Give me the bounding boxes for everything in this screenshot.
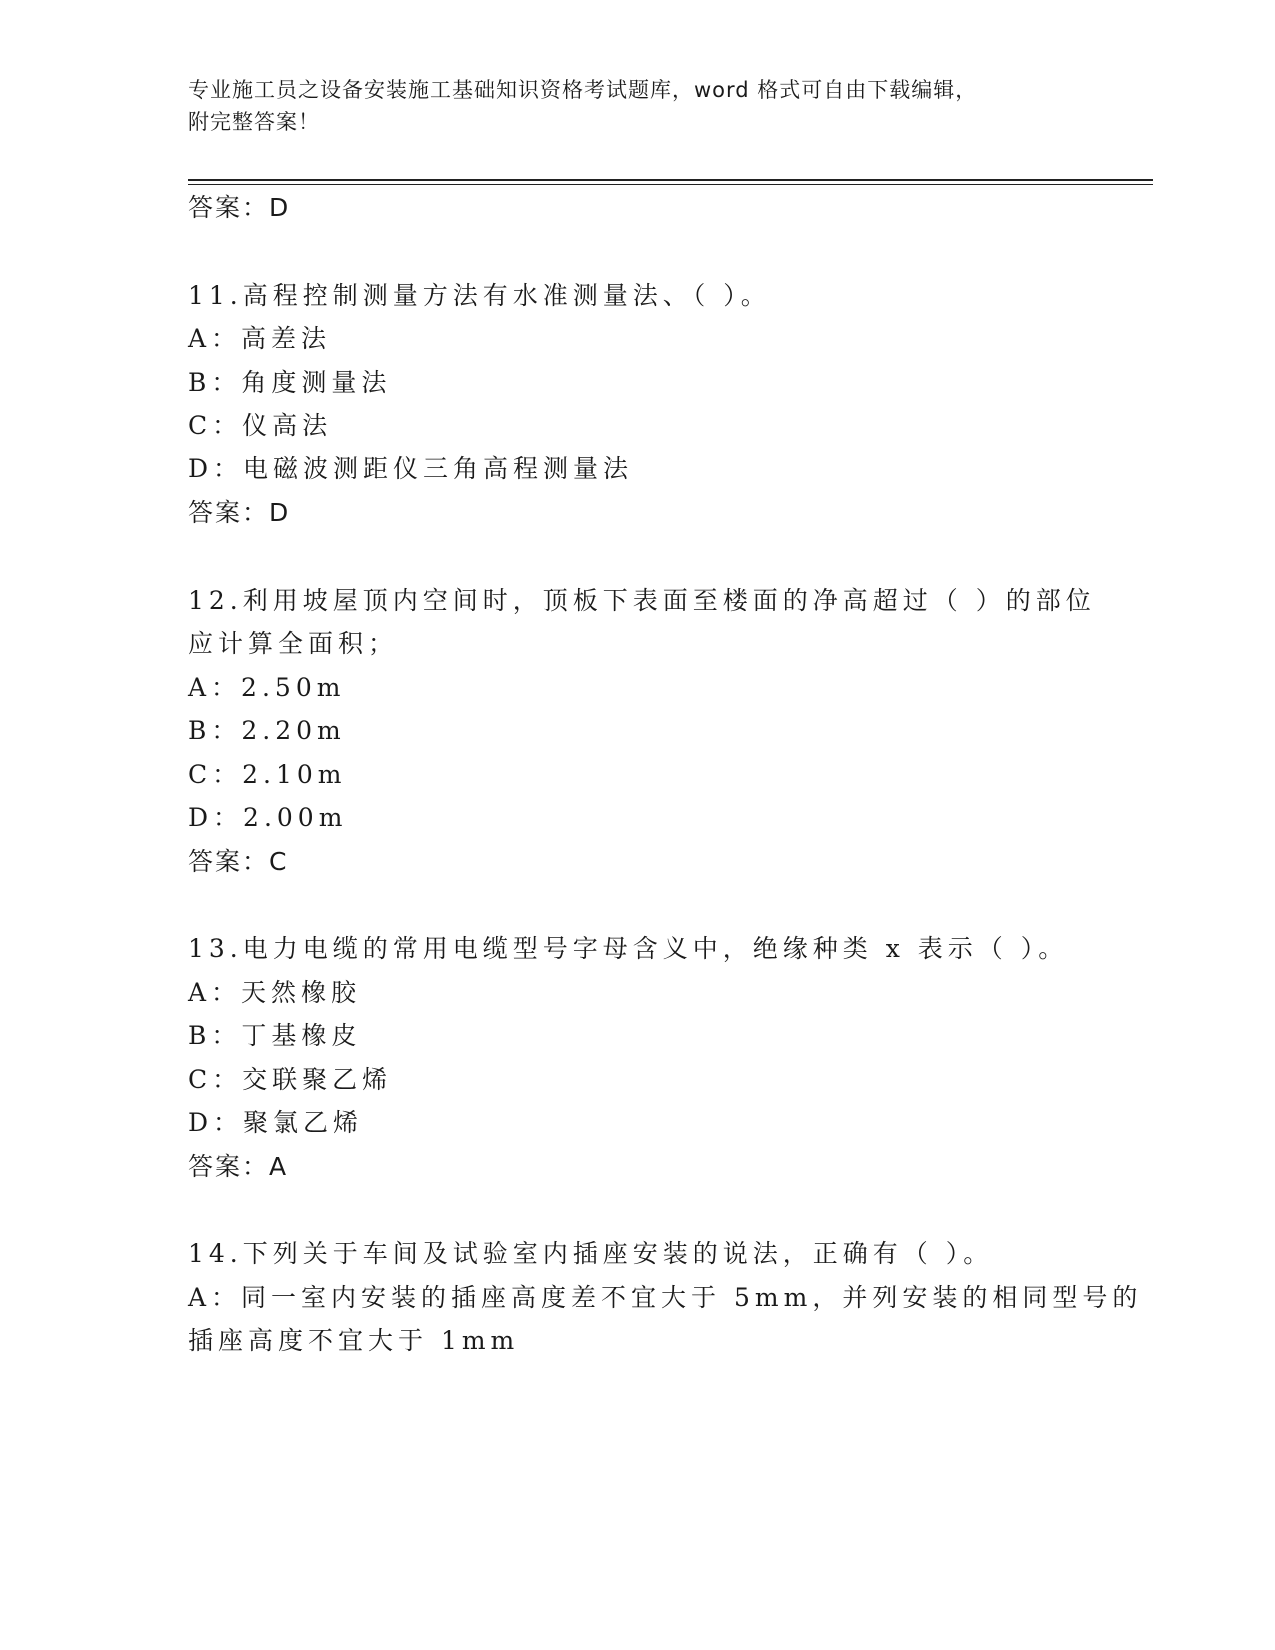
question-stem: 13.电力电缆的常用电缆型号字母含义中，绝缘种类 x 表示（ ）。	[188, 934, 1069, 963]
option-a: A：2.50m	[188, 673, 346, 702]
document-header	[188, 74, 1088, 138]
option-c: C：仪高法	[188, 411, 333, 440]
option-b: B：丁基橡皮	[188, 1021, 362, 1050]
question-stem-continued: 应计算全面积；	[188, 629, 399, 658]
option-b: B：2.20m	[188, 716, 346, 745]
question-stem: 11.高程控制测量方法有水准测量法、（ ）。	[188, 281, 771, 310]
option-c: C：2.10m	[188, 760, 347, 789]
option-d: D：聚氯乙烯	[188, 1108, 364, 1137]
header-line-1: 专业施工员之设备安装施工基础知识资格考试题库，word 格式可自由下载编辑，	[188, 78, 978, 102]
option-a: A：高差法	[188, 324, 332, 353]
option-b: B：角度测量法	[188, 368, 392, 397]
option-d: D：2.00m	[188, 803, 348, 832]
answer-label: 答案：A	[188, 1152, 289, 1181]
option-d: D：电磁波测距仪三角高程测量法	[188, 454, 634, 483]
option-a: A：天然橡胶	[188, 978, 362, 1007]
option-a-continued: 插座高度不宜大于 1mm	[188, 1326, 520, 1355]
option-a: A：同一室内安装的插座高度差不宜大于 5mm，并列安装的相同型号的	[188, 1283, 1143, 1312]
question-stem: 12.利用坡屋顶内空间时，顶板下表面至楼面的净高超过（ ）的部位	[188, 586, 1096, 615]
answer-label: 答案：C	[188, 847, 289, 876]
answer-label: 答案：D	[188, 498, 291, 527]
question-stem: 14.下列关于车间及试验室内插座安装的说法，正确有（ ）。	[188, 1239, 994, 1268]
answer-label: 答案：D	[188, 193, 291, 222]
header-line-2: 附完整答案！	[188, 110, 320, 134]
header-divider-thin	[188, 184, 1153, 185]
header-divider-thick	[188, 179, 1153, 181]
option-c: C：交联聚乙烯	[188, 1065, 393, 1094]
